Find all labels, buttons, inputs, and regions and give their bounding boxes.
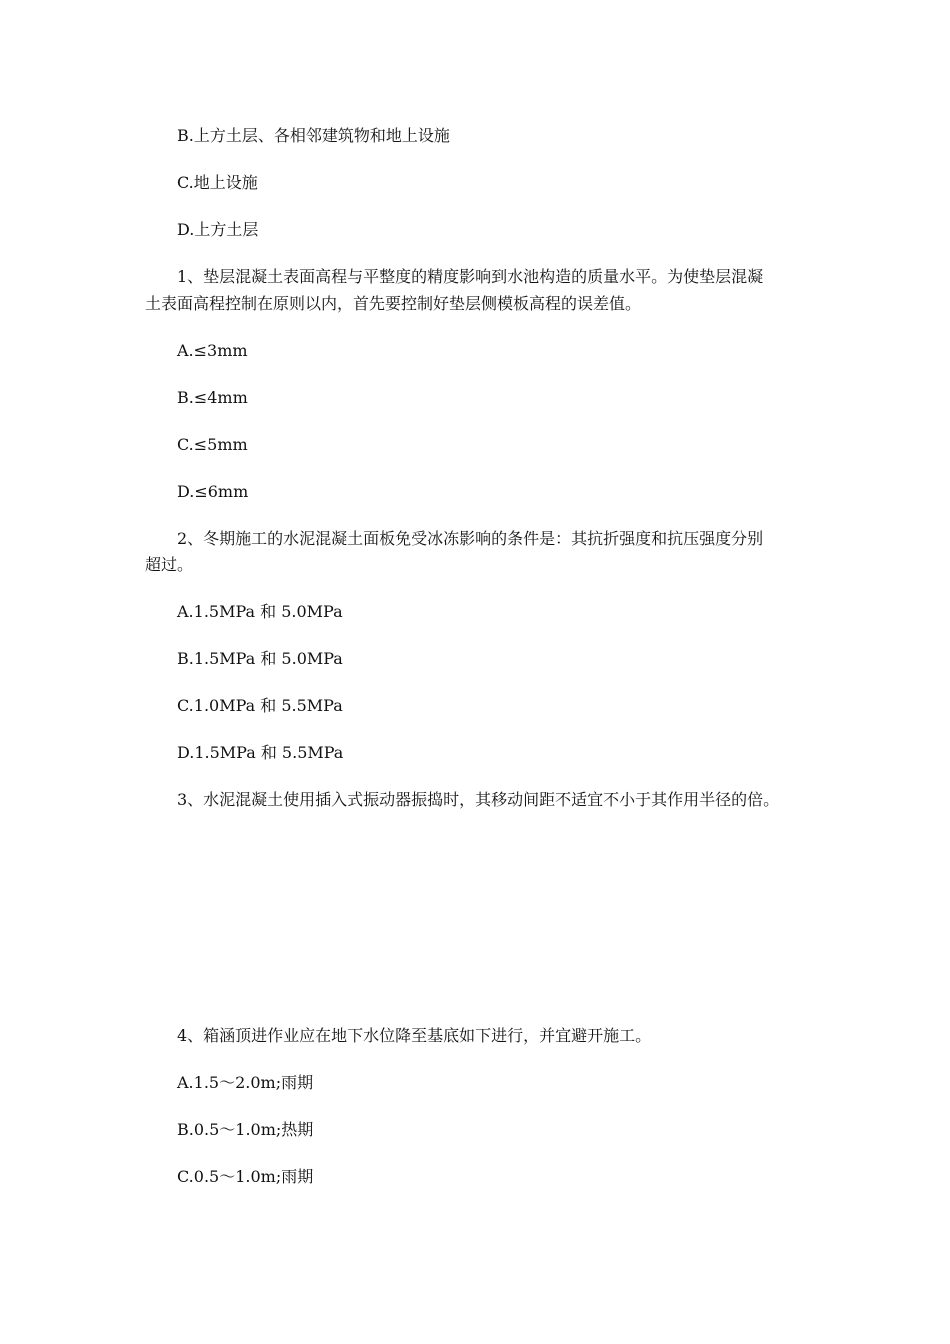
question-2-option-d: D.1.5MPa 和 5.5MPa xyxy=(177,743,344,762)
question-2-option-c: C.1.0MPa 和 5.5MPa xyxy=(177,696,343,715)
prev-option-b: B.上方土层、各相邻建筑物和地上设施 xyxy=(177,126,450,145)
question-2-option-a: A.1.5MPa 和 5.0MPa xyxy=(177,602,343,621)
prev-option-c: C.地上设施 xyxy=(177,173,258,192)
question-1-option-c: C.≤5mm xyxy=(177,435,248,454)
question-1-line-2: 土表面高程控制在原则以内，首先要控制好垫层侧模板高程的误差值。 xyxy=(145,294,642,313)
question-1-line-1: 1、垫层混凝土表面高程与平整度的精度影响到水池构造的质量水平。为使垫层混凝 xyxy=(177,267,764,286)
question-1-option-b: B.≤4mm xyxy=(177,388,248,407)
question-2-line-2: 超过。 xyxy=(145,555,194,574)
prev-option-d: D.上方土层 xyxy=(177,220,259,239)
question-2-option-b: B.1.5MPa 和 5.0MPa xyxy=(177,649,343,668)
question-4-option-b: B.0.5～1.0m;热期 xyxy=(177,1120,314,1139)
question-1-option-a: A.≤3mm xyxy=(177,341,248,360)
question-1-option-d: D.≤6mm xyxy=(177,482,249,501)
question-4-option-a: A.1.5～2.0m;雨期 xyxy=(177,1073,314,1092)
question-4-line-1: 4、箱涵顶进作业应在地下水位降至基底如下进行，并宜避开施工。 xyxy=(177,1026,652,1045)
question-4-option-c: C.0.5～1.0m;雨期 xyxy=(177,1167,314,1186)
question-3-line-1: 3、水泥混凝土使用插入式振动器振捣时，其移动间距不适宜不小于其作用半径的倍。 xyxy=(177,790,780,809)
question-2-line-1: 2、冬期施工的水泥混凝土面板免受冰冻影响的条件是：其抗折强度和抗压强度分别 xyxy=(177,529,764,548)
